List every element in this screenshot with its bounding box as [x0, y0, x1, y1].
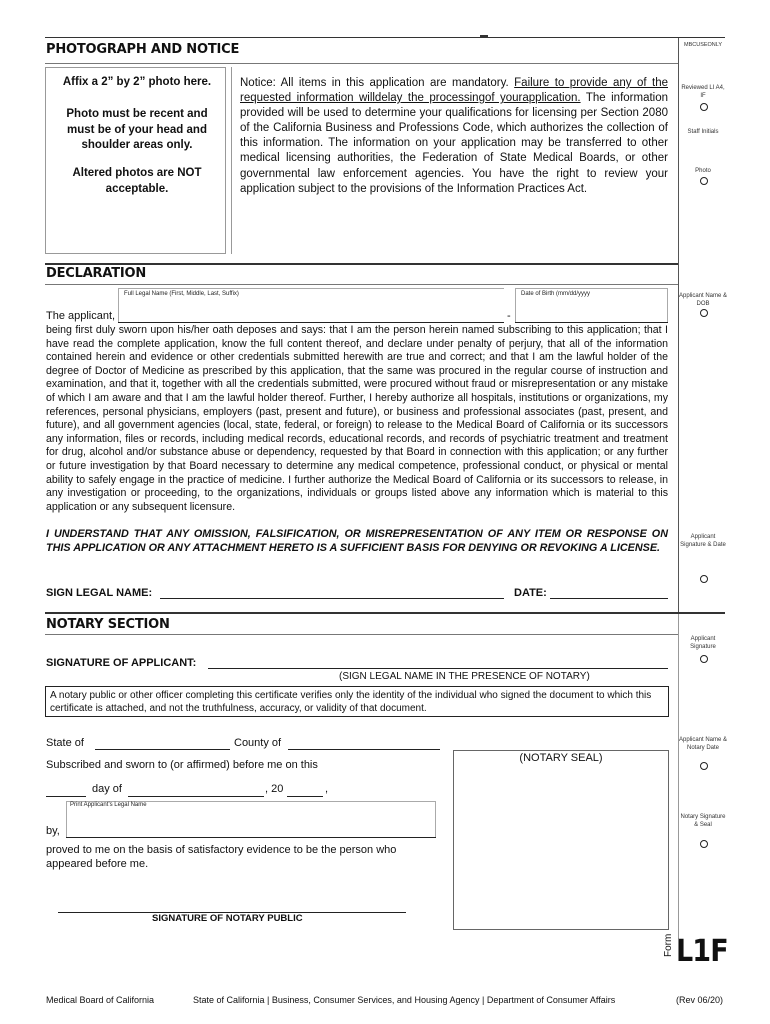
side-label-applicant-name-notary-date: Applicant Name & Notary Date [678, 737, 728, 751]
side-label-notary-signature-seal: Notary Signature & Seal [680, 814, 726, 828]
subscribed-sworn-text: Subscribed and sworn to (or affirmed) before me on this [46, 759, 318, 771]
applicant-signature-checkbox[interactable] [700, 655, 708, 663]
declaration-date-field[interactable] [550, 598, 668, 599]
proved-text: proved to me on the basis of satisfactory evidence to be the person who appeared before me. [46, 844, 397, 870]
signature-of-applicant-label: SIGNATURE OF APPLICANT: [46, 657, 197, 669]
county-field[interactable] [288, 749, 440, 750]
side-label-photo: Photo [695, 168, 711, 174]
notice-underlined: Failure to provide any of the requested information willdelay the processingof yourapplication. [240, 77, 668, 105]
side-label-applicant-name-dob: Applicant Name & DOB [678, 293, 728, 307]
applicant-name-dob-checkbox[interactable] [700, 309, 708, 317]
sign-legal-name-label: SIGN LEGAL NAME: [46, 587, 153, 599]
notice-lead: Notice: All items in this application are mandatory. [240, 77, 515, 89]
notary-signature-seal-checkbox[interactable] [700, 840, 708, 848]
state-field[interactable] [95, 749, 230, 750]
footer-agency: State of California | Business, Consumer Services, and Housing Agency | Department of Consumer Affairs [193, 995, 616, 1005]
mbc-use-only: MBCUSEONLY [684, 42, 723, 48]
dob-label: Date of Birth (mm/dd/yyyy [521, 291, 591, 297]
top-rule-tick [480, 35, 488, 37]
top-rule [45, 37, 725, 38]
photo-affix-text: Affix a 2” by 2” photo here. [62, 76, 212, 88]
declaration-body: being first duly sworn upon his/her oath deposes and says: that I am the person herein named subscribing to this application; that I have read the complete application, know the full content thereof, and declare under penalty of perjury, that all of the information contained herein and evidence or other credentials submitted herewith are true and correct; and that I am the lawful holder of the degree of Doctor of Medicine as prescribed by this application, that the same was procured in the regular course of instruction and examination, and that it, together with all the credentials submitted, were procured without fraud or misrepresentation or any mistake of which I am aware and that I am the lawful holder thereof. Further, I hereby authorize all hospitals, institutions or organizations, my references, personal physicians, employers (past, present and future), or business and professional associates (past, present, and future), and all government agencies (local, state, federal, or foreign) to release to the Medical Board of California or its successors any information, files or records, including medical records, educational records, and records of psychiatric treatment and treatment for drug, alcohol and/or substance abuse or dependency, requested by that Board in connection with this application; or any further or future investigation by that Board necessary to determine any medical competence, professional conduct, or physical or mental ability to safely engage in the practice of medicine. I further authorize the Medical Board of California or its successors to release, in any investigation or proceeding, to the organizations, individuals or groups listed above any information which is material to this application or any subsequent licensure. [46, 324, 668, 513]
reviewed-checkbox[interactable] [700, 103, 708, 111]
photo-section-rule [45, 63, 678, 64]
form-word: Form [663, 933, 674, 957]
applicant-signature-date-checkbox[interactable] [700, 575, 708, 583]
notice-rest: The information provided will be used to determine your qualifications for licensing per Section 2080 of the California Business and Professions Code, which authorizes the collection of this information. The information on your application may be transferred to other medical licensing authorities, the Federation of State Medical Boards, or other governmental law enforcement agencies. You have the right to review your application subject to the provisions of the Information Practices Act. [240, 92, 669, 195]
side-label-staff-initials: Staff Initials [687, 129, 719, 135]
section-title-notary: NOTARY SECTION [46, 617, 170, 632]
declaration-rule [45, 284, 678, 285]
applicant-name-notary-date-checkbox[interactable] [700, 762, 708, 770]
notary-top-rule [45, 612, 725, 614]
side-column-divider [678, 38, 679, 612]
sign-legal-name-field[interactable] [160, 598, 504, 599]
notary-seal-label: (NOTARY SEAL) [519, 752, 603, 764]
applicant-signature-field[interactable] [208, 668, 668, 669]
photo-recent-text: Photo must be recent and must be of your head and shoulder areas only. [66, 108, 208, 151]
year-prefix-label: , 20 [265, 783, 284, 795]
side-label-reviewed: Reviewed LI A4, IF [681, 85, 725, 99]
sign-in-presence-note: (SIGN LEGAL NAME IN THE PRESENCE OF NOTARY) [339, 671, 590, 682]
day-of-label: day of [92, 783, 122, 795]
photo-altered-text: Altered photos are NOT acceptable. [72, 167, 202, 195]
date-of-birth-field[interactable] [515, 322, 668, 323]
side-label-applicant-signature-date: Applicant Signature & Date [680, 534, 726, 548]
year-field[interactable] [287, 796, 323, 797]
side-label-applicant-signature: Applicant Signature [690, 636, 716, 650]
by-label: by, [46, 825, 60, 837]
notary-rule [45, 634, 678, 635]
print-legal-name-field[interactable] [66, 837, 436, 838]
year-comma: , [325, 783, 329, 795]
day-field[interactable] [46, 796, 86, 797]
footer-board: Medical Board of California [46, 995, 155, 1005]
notary-verification-box [45, 686, 669, 717]
notary-verification-text: A notary public or other officer completing this certificate verifies only the identity of the individual who signed the document to which this certificate is attached, and not the truthfulness, accuracy, or validity of that document. [50, 690, 652, 714]
footer-rev: (Rev 06/20) [676, 995, 724, 1005]
notary-signature-label: SIGNATURE OF NOTARY PUBLIC [152, 913, 303, 924]
declaration-understand: I UNDERSTAND THAT ANY OMISSION, FALSIFICATION, OR MISREPRESENTATION OF ANY ITEM OR RESPONSE ON THIS APPLICATION OR ANY ATTACHMENT HERETO IS A SUFFICIENT BASIS FOR DENYING OR REVOKING A LICENSE. [46, 528, 668, 554]
photo-notice-divider [231, 67, 232, 254]
notice-text [240, 76, 668, 197]
photo-checkbox[interactable] [700, 177, 708, 185]
county-of-label: County of [234, 737, 282, 749]
section-title-declaration: DECLARATION [46, 266, 147, 281]
section-title-photograph: PHOTOGRAPH AND NOTICE [46, 42, 240, 57]
full-legal-name-field[interactable] [118, 322, 504, 323]
notary-side-divider [678, 614, 679, 939]
full-name-label: Full Legal Name (First, Middle, Last, Suffix) [124, 291, 239, 297]
print-name-label: Print Applicant’s Legal Name [70, 802, 147, 808]
the-applicant-label: The applicant, [46, 310, 116, 322]
name-dob-separator: - [507, 310, 511, 322]
state-of-label: State of [46, 737, 84, 749]
month-field[interactable] [128, 796, 264, 797]
notary-seal-box[interactable] [453, 750, 669, 930]
declaration-top-rule [45, 263, 678, 265]
date-label: DATE: [514, 587, 547, 599]
photo-box [45, 67, 226, 254]
form-code: L1F [676, 934, 728, 969]
